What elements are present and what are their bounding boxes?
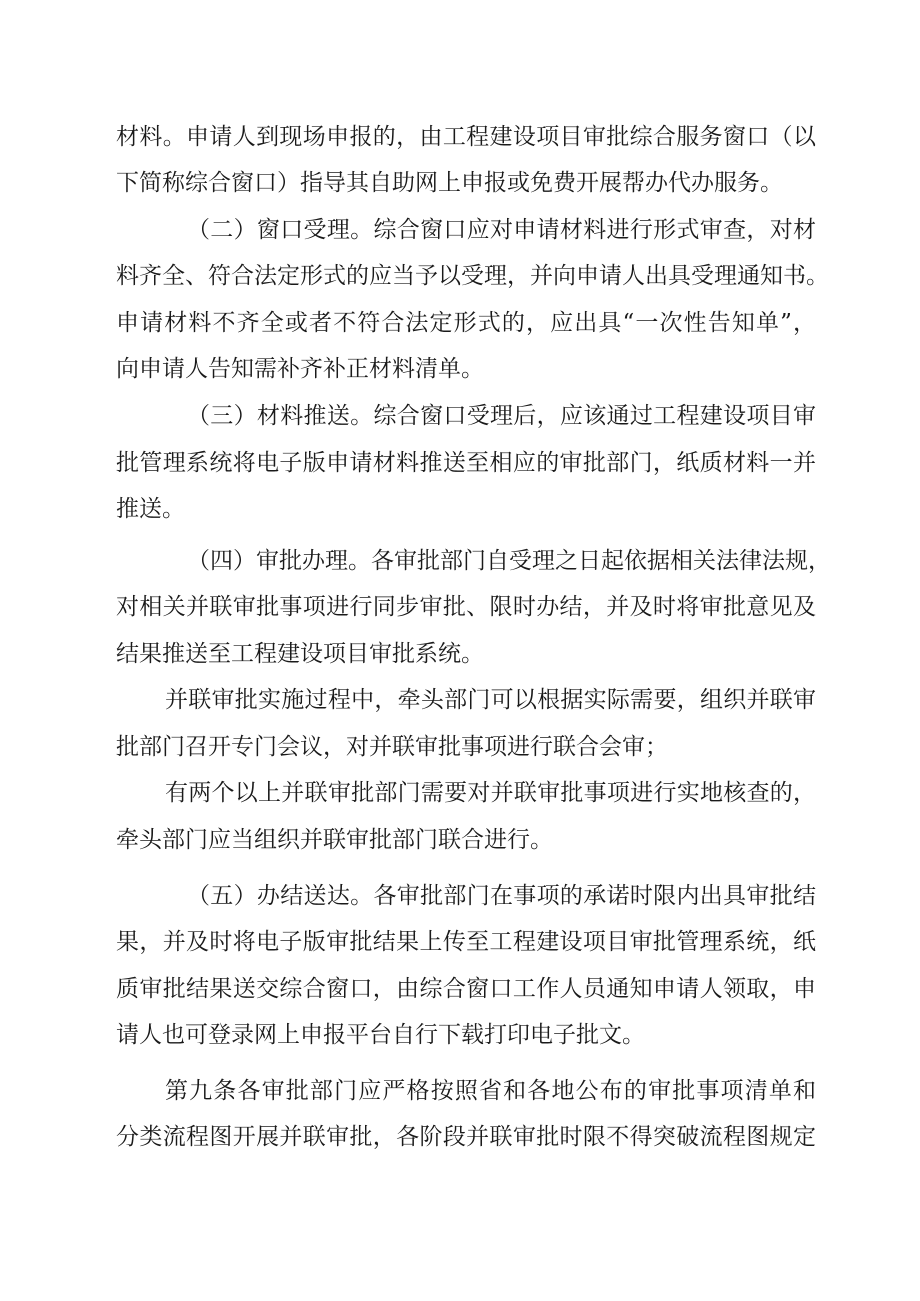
text-line-8: 批管理系统将电子版申请材料推送至相应的审批部门，纸质材料一并: [116, 450, 816, 476]
text-line-4: 料齐全、符合法定形式的应当予以受理，并向申请人出具受理通知书。: [116, 263, 829, 289]
text-line-21: 第九条各审批部门应严格按照省和各地公布的审批事项清单和: [165, 1078, 816, 1104]
text-line-5: 申请材料不齐全或者不符合法定形式的，应出具“一次性告知单”，: [116, 310, 816, 336]
text-line-20: 请人也可登录网上申报平台自行下载打印电子批文。: [116, 1022, 645, 1048]
text-line-6: 向申请人告知需补齐补正材料清单。: [116, 356, 484, 382]
text-line-16: 牵头部门应当组织并联审批部门联合进行。: [116, 827, 553, 853]
text-line-12: 结果推送至工程建设项目审批系统。: [116, 641, 484, 667]
text-line-14: 批部门召开专门会议，对并联审批事项进行联合会审；: [116, 734, 668, 760]
text-line-9: 推送。: [116, 496, 185, 522]
text-line-17: （五）办结送达。各审批部门在事项的承诺时限内出具审批结: [187, 883, 816, 909]
text-line-13: 并联审批实施过程中，牵头部门可以根据实际需要，组织并联审: [165, 687, 816, 713]
text-line-10: （四）审批办理。各审批部门自受理之日起依据相关法律法规，: [187, 548, 831, 574]
text-line-3: （二）窗口受理。综合窗口应对申请材料进行形式审查，对材: [187, 217, 816, 243]
text-line-18: 果，并及时将电子版审批结果上传至工程建设项目审批管理系统，纸: [116, 929, 816, 955]
text-line-1: 材料。申请人到现场申报的，由工程建设项目审批综合服务窗口（以: [116, 124, 816, 150]
text-line-19: 质审批结果送交综合窗口，由综合窗口工作人员通知申请人领取，申: [116, 976, 816, 1002]
text-line-22: 分类流程图开展并联审批，各阶段并联审批时限不得突破流程图规定: [116, 1124, 816, 1150]
text-line-2: 下简称综合窗口）指导其自助网上申报或免费开展帮办代办服务。: [116, 170, 783, 196]
text-line-15: 有两个以上并联审批部门需要对并联审批事项进行实地核查的，: [165, 780, 816, 806]
text-line-11: 对相关并联审批事项进行同步审批、限时办结，并及时将审批意见及: [116, 594, 816, 620]
text-line-7: （三）材料推送。综合窗口受理后，应该通过工程建设项目审: [187, 403, 816, 429]
